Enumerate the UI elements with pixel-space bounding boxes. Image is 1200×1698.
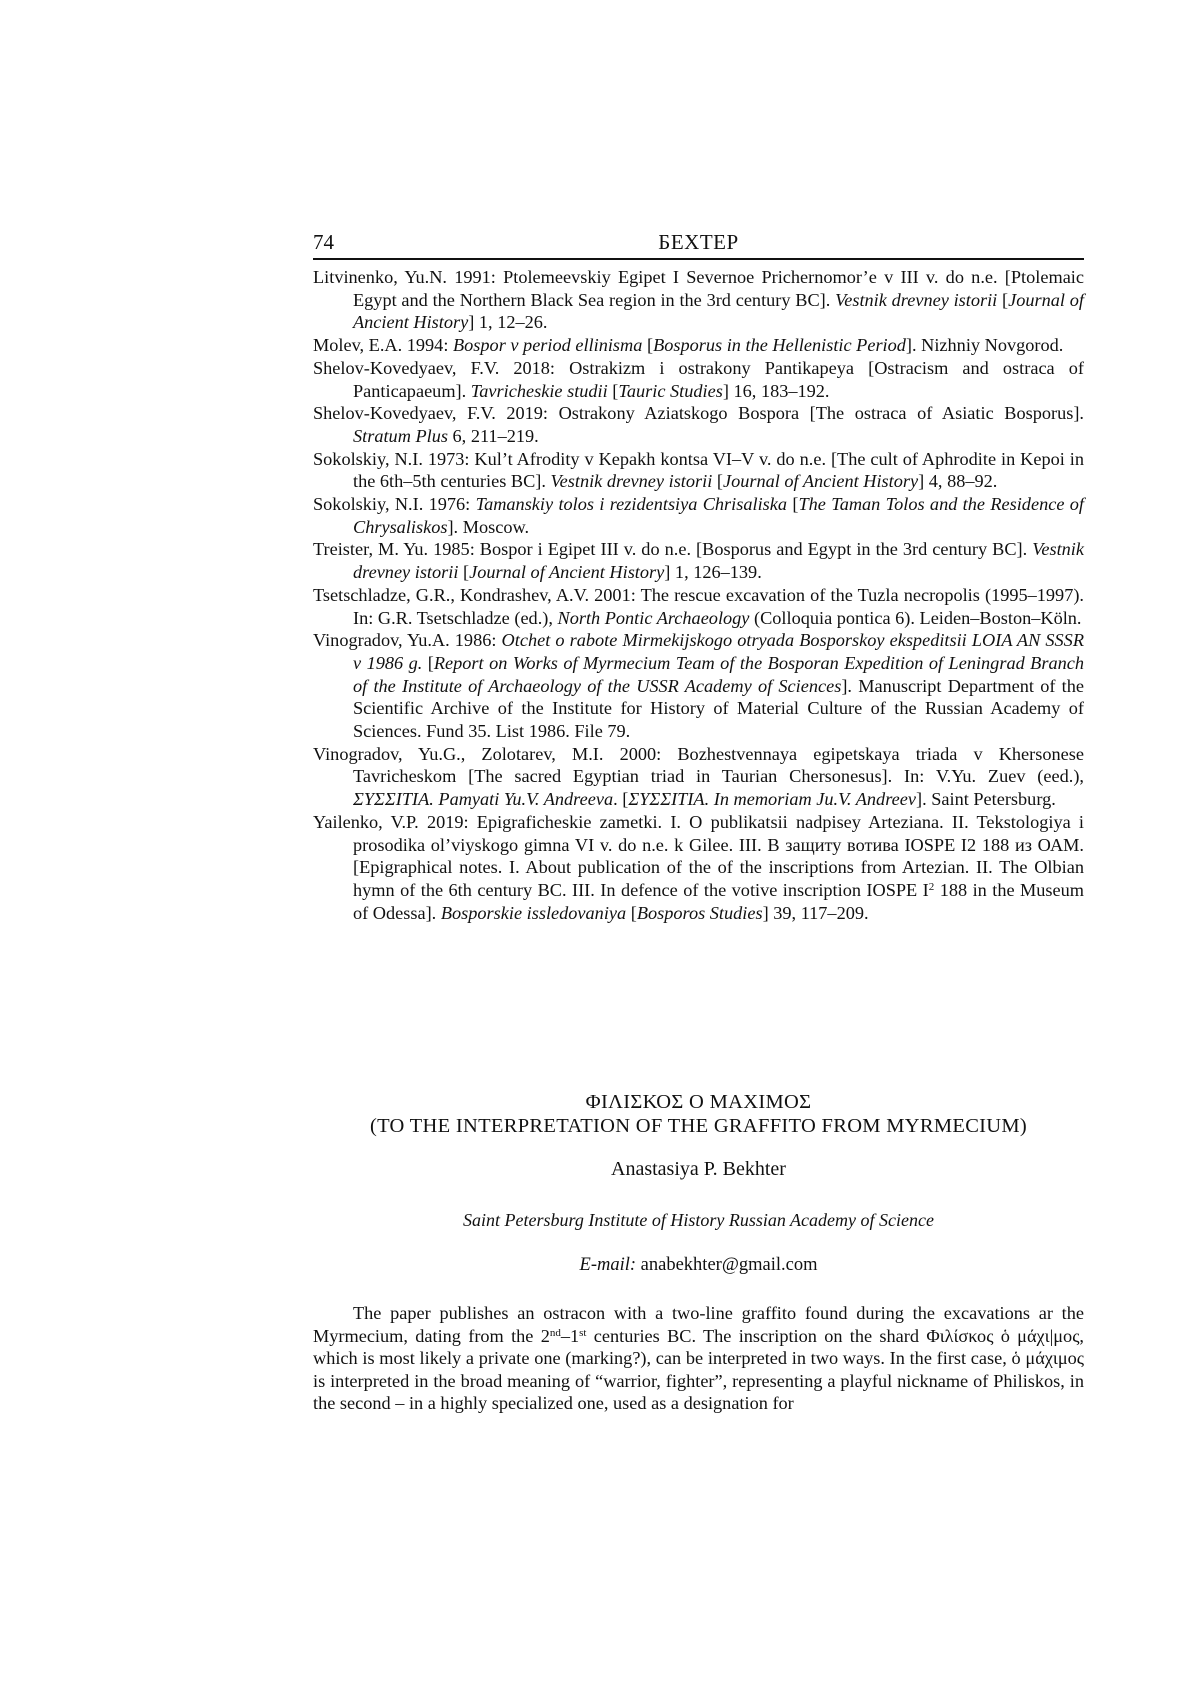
italic-text: Vestnik drevney istorii [353, 539, 1084, 583]
superscript: st [579, 1326, 587, 1339]
superscript: 2 [928, 880, 935, 893]
text-run: ]. Saint Petersburg. [915, 789, 1056, 810]
text-run: . [ [613, 789, 629, 810]
italic-text: Report on Works of Myrmecium Team of the Bosporan Expedition of Leningrad Branch of the Institute of Archaeology of the USSR Academy of Sciences [353, 652, 1084, 696]
text-run: –1 [560, 1325, 580, 1346]
text-run: ]. Manuscript Department of the Scientific Archive of the Institute for History of Material Culture of the Russian Academy of Sciences. Fund 35. List 1986. File 79. [353, 675, 1084, 742]
text-run: ] 4, 88–92. [918, 471, 998, 492]
text-run: [ [458, 562, 470, 583]
italic-text: Bosporskie issledovaniya [440, 902, 627, 923]
reference-entry [313, 584, 1084, 629]
text-run: [ [626, 902, 637, 923]
italic-text: Journal of Ancient History [722, 471, 919, 492]
text-run: ] 1, 12–26. [468, 312, 548, 333]
italic-text: North Pontic Archaeology [557, 607, 750, 628]
text-run: ]. Nizhniy Novgorod. [905, 335, 1064, 356]
italic-text: Stratum Plus [353, 425, 448, 446]
text-run: Sokolskiy, N.I. 1976: [313, 494, 476, 515]
text-run: ] 16, 183–192. [722, 380, 830, 401]
italic-text: Vestnik drevney istorii [835, 289, 998, 310]
italic-text: Tavricheskie studii [470, 380, 608, 401]
email-address[interactable]: anabekhter@gmail.com [636, 1255, 818, 1275]
italic-text: Journal of Ancient History [469, 562, 665, 583]
text-run: ] 39, 117–209. [762, 902, 869, 923]
italic-text: Bospor v period ellinisma [452, 335, 643, 356]
italic-text: Otchet o rabote Mirmekijskogo otryada Bosporskoy ekspeditsii LOIA AN SSSR v 1986 g. [353, 630, 1084, 673]
reference-entry [313, 334, 1084, 357]
text-run: [ [642, 335, 654, 356]
italic-text: ΣΥΣΣΙΤΙΑ. In memoriam Ju.V. Andreev [628, 789, 916, 810]
text-run: Molev, E.A. 1994: [313, 335, 453, 356]
text-run: Litvinenko, Yu.N. 1991: Ptolemeevskiy Egipet I Severnoe Prichernomor’e v III v. do n.e. [Ptolemaic Egypt and the Northern Black Sea region in the 3rd century BC]. [313, 267, 1084, 310]
text-run: [ [607, 380, 619, 401]
reference-entry [313, 743, 1084, 811]
italic-text: Tauric Studies [618, 380, 723, 401]
italic-text: ΣΥΣΣΙΤΙΑ. Pamyati Yu.V. Andreeva [353, 789, 614, 810]
text-run: [ [712, 471, 723, 492]
text-run: [ [422, 652, 434, 673]
reference-entry [313, 538, 1084, 583]
abstract-paragraph [313, 1302, 1084, 1415]
text-run: (Colloquia pontica 6). Leiden–Boston–Köln. [749, 607, 1082, 628]
italic-text: Journal of Ancient History [353, 289, 1084, 333]
reference-entry [313, 629, 1084, 743]
text-run: The paper publishes an ostracon with a two-line graffito found during the excavations ar the Myrmecium, dating from the 2 [313, 1303, 1084, 1346]
reference-list [313, 266, 1084, 924]
text-run: centuries BC. The inscription on the shard Φιλίσκος ὁ μάχι|μος, which is most likely a private one (marking?), can be interpreted in two ways. In the first case, ὁ μάχιμος is interpreted in the broad meaning of “warrior, fighter”, representing a playful nickname of Philiskos, in the second – in a highly specialized one, used as a designation for [313, 1325, 1084, 1413]
author-email [313, 1255, 1084, 1276]
reference-entry [313, 357, 1084, 402]
author-name: Anastasiya P. Bekhter [611, 1158, 786, 1180]
article-title-subtitle: (TO THE INTERPRETATION OF THE GRAFFITO FROM MYRMECIUM) [369, 1115, 1028, 1137]
email-label: E-mail: [579, 1255, 637, 1275]
text-run: Shelov-Kovedyaev, F.V. 2019: Ostrakony Aziatskogo Bospora [The ostraca of Asiatic Bosporus]. [313, 403, 1084, 424]
italic-text: The Taman Tolos and the Residence of Chrysaliskos [353, 494, 1084, 537]
reference-entry [313, 402, 1084, 447]
text-run: ]. Moscow. [447, 516, 530, 537]
abstract [313, 1302, 1084, 1415]
text-run: Treister, M. Yu. 1985: Bospor i Egipet III v. do n.e. [Bosporus and Egypt in the 3rd century BC]. [313, 539, 1033, 560]
author-affiliation: Saint Petersburg Institute of History Russian Academy of Science [463, 1210, 934, 1230]
text-run: Vinogradov, Yu.A. 1986: [313, 630, 502, 651]
text-run: Shelov-Kovedyaev, F.V. 2018: Ostrakizm i ostrakony Pantikapeya [Ostracism and ostraca of Panticapaeum]. [313, 357, 1084, 401]
article-title-greek: ΦΙΛΙΣΚΟΣ Ο ΜΑΧΙΜΟΣ [585, 1091, 812, 1113]
text-run: ] 1, 126–139. [664, 562, 762, 583]
italic-text: Bosporos Studies [636, 902, 763, 923]
page-number: 74 [313, 230, 334, 254]
italic-text: Bosporus in the Hellenistic Period [653, 335, 906, 356]
italic-text: Vestnik drevney istorii [550, 471, 713, 492]
text-run: 188 in the Museum of Odessa]. [353, 879, 1084, 923]
text-run: Yailenko, V.P. 2019: Epigraficheskie zametki. I. O publikatsii nadpisey Arteziana. II. Tekstologiya i prosodika ol’viyskogo gimna VI v. do n.e. k Gilee. III. В защиту вотива IOSPE I2 188 из ОАМ. [Epigraphical notes. I. About publication of the of the inscriptions from Artezian. II. The Olbian hymn of the 6th century BC. III. In defence of the votive inscription IOSPE I [313, 811, 1084, 900]
text-run: Vinogradov, Yu.G., Zolotarev, M.I. 2000: Bozhestvennaya egipetskaya triada v Khersonese Tavricheskom [The sacred Egyptian triad in Taurian Chersonesus]. In: V.Yu. Zuev (eed.), [313, 743, 1084, 787]
text-run: [ [997, 289, 1009, 310]
text-run: Sokolskiy, N.I. 1973: Kul’t Afrodity v Kepakh kontsa VI–V v. do n.e. [The cult of Aphrodite in Kepoi in the 6th–5th centuries BC]. [313, 448, 1084, 492]
reference-entry [313, 448, 1084, 493]
reference-entry [313, 811, 1084, 925]
article-title [313, 1090, 1084, 1138]
superscript: nd [549, 1326, 561, 1339]
italic-text: Tamanskiy tolos i rezidentsiya Chrisaliska [475, 494, 788, 515]
reference-entry [313, 266, 1084, 334]
text-run: [ [787, 494, 799, 515]
running-header [313, 228, 1084, 260]
text-run: 6, 211–219. [447, 425, 539, 446]
running-title: БЕХТЕР [658, 230, 739, 254]
text-run: Tsetschladze, G.R., Kondrashev, A.V. 2001: The rescue excavation of the Tuzla necropolis (1995–1997). In: G.R. Tsetschladze (ed.), [313, 584, 1084, 628]
reference-entry [313, 493, 1084, 538]
